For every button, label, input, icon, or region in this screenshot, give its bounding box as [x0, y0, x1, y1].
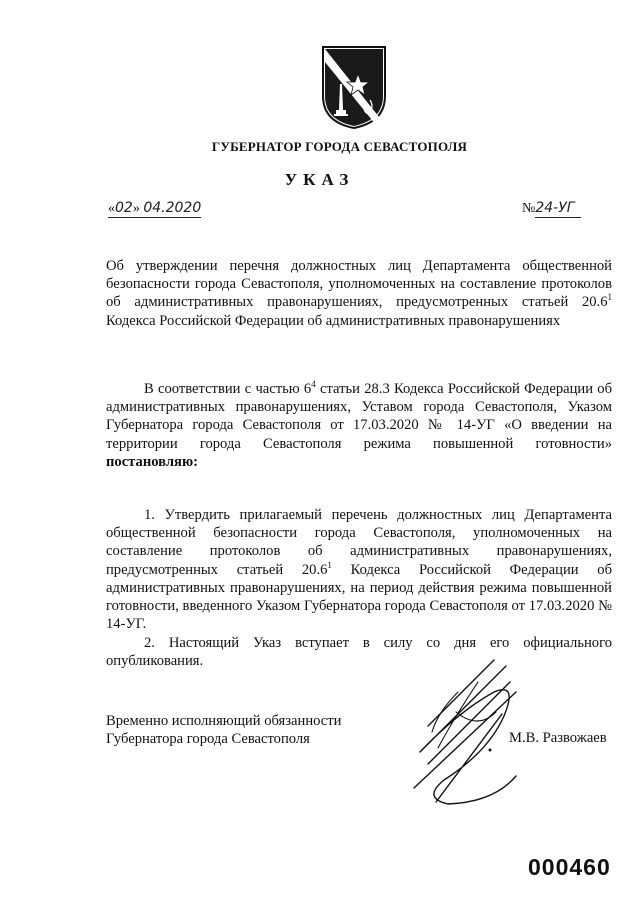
signatory-line-1: Временно исполняющий обязанности [106, 713, 342, 729]
preamble-colon: : [193, 453, 198, 470]
number-prefix: № [522, 201, 536, 216]
date-open-quote: « [108, 201, 115, 216]
governor-heading: ГУБЕРНАТОР ГОРОДА СЕВАСТОПОЛЯ [211, 139, 468, 154]
preamble-paragraph [106, 380, 612, 471]
title-text-1: Об утверждении перечня должностных лиц Департамента общественной безопасности города Севастополя, уполномоченных на составление протоколов об административных правонарушениях, предусмотренных статьей 20.6 [106, 258, 612, 311]
sevastopol-coat-of-arms-icon [320, 44, 388, 130]
preamble-text-1: В соответствии с частью 6 [144, 381, 312, 397]
decree-item-1 [106, 506, 612, 633]
item1-text-1: 1. Утвердить прилагаемый перечень должностных лиц Департамента общественной безопасности города Севастополя, уполномоченных на составление протоколов об административных правонарушениях, предусмотренных статьей 20.6 [106, 507, 612, 578]
signatory-name: М.В. Развожаев [509, 730, 607, 746]
preamble-superscript: 4 [311, 379, 316, 390]
decree-item-2: 2. Настоящий Указ вступает в силу со дня его официального опубликования. [106, 635, 612, 670]
preamble-resolve-word: постановляю [106, 453, 194, 470]
date-close-quote: » [132, 201, 140, 216]
signatory-line-2: Губернатора города Севастополя [106, 731, 310, 748]
date-month-year: 04.2020 [143, 200, 202, 216]
title-text-2: Кодекса Российской Федерации об административных правонарушениях [106, 312, 561, 329]
date-day: 02 [115, 200, 133, 216]
document-date [108, 200, 218, 218]
document-serial-number: 000460 [528, 854, 611, 880]
document-number [522, 200, 592, 218]
document-type-heading: УКАЗ [284, 170, 355, 189]
decree-title [106, 257, 612, 330]
item1-superscript: 1 [327, 559, 332, 570]
number-value: 24-УГ [535, 200, 575, 216]
title-superscript: 1 [607, 292, 612, 303]
item1-text-2: Кодекса Российской Федерации об административных правонарушениях, на период действия режима повышенной готовности, введенного Указом Губернатора города Севастополя от 17.03.2020 № 14-УГ. [106, 561, 612, 633]
signatory-position [106, 712, 341, 748]
preamble-text-2: статьи 28.3 Кодекса Российской Федерации об административных правонарушениях, Уставом города Севастополя, Указом Губернатора города Севастополя от 17.03.2020 № 14-УГ «О введении на территории города Севастополя режима повышенной готовности» [106, 381, 612, 452]
